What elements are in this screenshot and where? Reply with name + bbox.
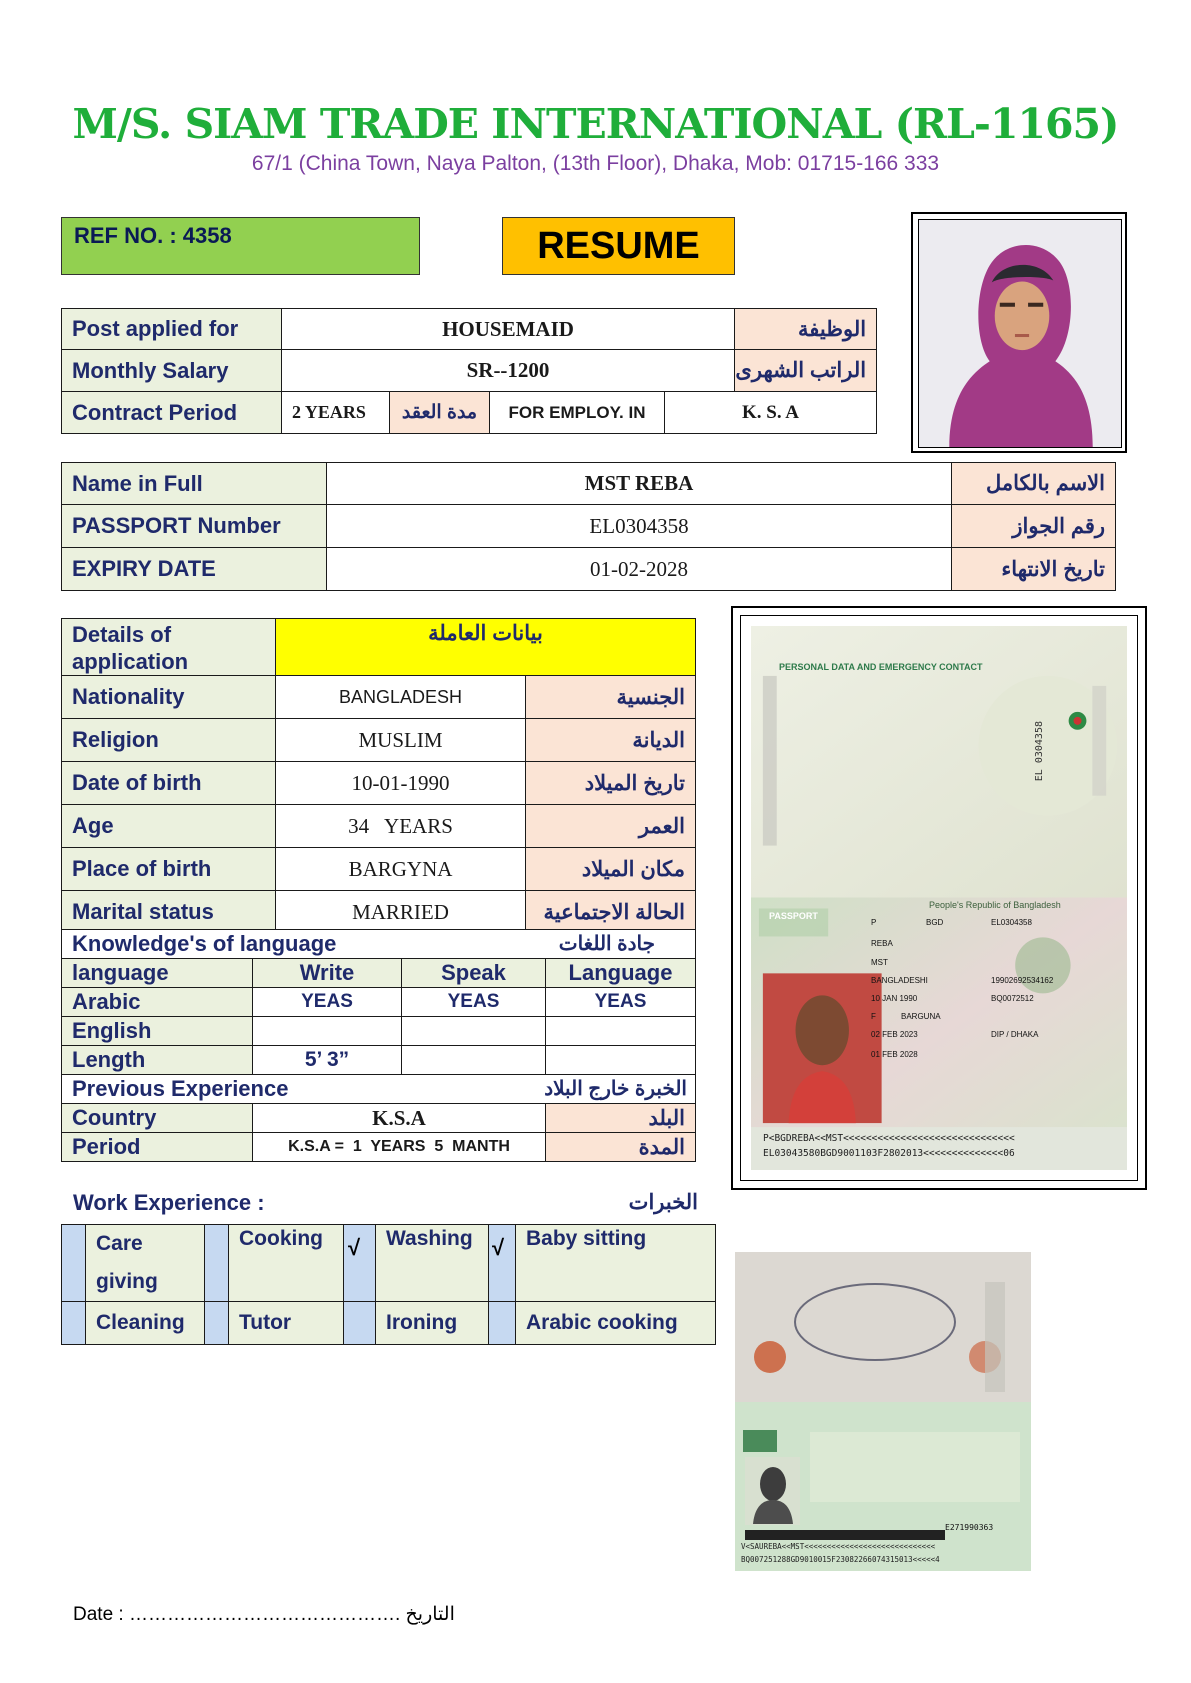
details-header-label: Details of application (62, 619, 276, 676)
nationality-label: Nationality (62, 676, 276, 719)
work-experience-title: Work Experience : (73, 1190, 265, 1215)
name-label: Name in Full (62, 463, 327, 505)
previous-experience-row (62, 1075, 696, 1104)
cleaning-label: Cleaning (86, 1302, 205, 1345)
length-empty-2 (546, 1046, 696, 1075)
arabic-cooking-checkbox (489, 1302, 516, 1345)
passport-authority: DIP / DHAKA (991, 1030, 1039, 1039)
pob-value: BARGYNA (276, 848, 526, 891)
country-value: K.S.A (253, 1104, 546, 1133)
age-label: Age (62, 805, 276, 848)
passport-scan-image (751, 626, 1127, 1170)
passport-number: EL0304358 (991, 918, 1032, 927)
passport-mrz-line-1: P<BGDREBA<<MST<<<<<<<<<<<<<<<<<<<<<<<<<<<<<< (763, 1133, 1015, 1144)
salary-label-ar: الراتب الشهرى (735, 350, 877, 392)
details-header-ar: بيانات العاملة (276, 619, 696, 676)
visa-mrz-line-1: V<SAUREBA<<MST<<<<<<<<<<<<<<<<<<<<<<<<<<<<< (741, 1542, 936, 1551)
care-checkbox (62, 1225, 86, 1302)
job-table (61, 308, 877, 434)
passport-expiry: 01 FEB 2028 (871, 1050, 918, 1059)
length-empty-1 (402, 1046, 546, 1075)
pob-label-ar: مكان الميلاد (526, 848, 696, 891)
passport-word: PASSPORT (769, 911, 818, 921)
religion-label-ar: الديانة (526, 719, 696, 762)
english-language (546, 1017, 696, 1046)
english-speak (402, 1017, 546, 1046)
post-label: Post applied for (62, 309, 282, 350)
nationality-label-ar: الجنسية (526, 676, 696, 719)
previous-experience-label: Previous Experience (72, 1076, 289, 1101)
contract-label: Contract Period (62, 392, 282, 434)
cooking-label: Cooking (229, 1225, 344, 1302)
visa-number: E271990363 (945, 1523, 994, 1532)
washing-label: Washing (376, 1225, 489, 1302)
post-label-ar: الوظيفة (735, 309, 877, 350)
length-value: 5’ 3” (253, 1046, 402, 1075)
post-value: HOUSEMAID (282, 309, 735, 350)
employ-label: FOR EMPLOY. IN (490, 392, 665, 434)
contract-label-ar: مدة العقد (390, 392, 490, 434)
salary-value: SR--1200 (282, 350, 735, 392)
previous-experience-ar: الخبرة خارج البلاد (544, 1078, 687, 1100)
ironing-label: Ironing (376, 1302, 489, 1345)
employ-value: K. S. A (665, 392, 877, 434)
nationality-value: BANGLADESH (276, 676, 526, 719)
dob-value: 10-01-1990 (276, 762, 526, 805)
care-line-2: giving (96, 1270, 158, 1293)
passport-issue: 02 FEB 2023 (871, 1030, 918, 1039)
name-value: MST REBA (327, 463, 952, 505)
passport-side-number: EL 0304358 (1034, 721, 1045, 782)
passport-label: PASSPORT Number (62, 505, 327, 548)
visa-mrz-line-2: BQ007251288GD9010015F23082266074315013<<<<<4 (741, 1555, 940, 1564)
col-language: language (62, 959, 253, 988)
passport-page-icon (751, 626, 1127, 1170)
passport-scan-frame (731, 606, 1147, 1190)
dob-label-ar: تاريخ الميلاد (526, 762, 696, 805)
details-table (61, 618, 696, 934)
baby-sitting-label: Baby sitting (516, 1225, 716, 1302)
resume-heading: RESUME (502, 217, 735, 275)
passport-personal-no: 19902692534162 (991, 976, 1054, 985)
col-write: Write (253, 959, 402, 988)
name-label-ar: الاسم بالكامل (952, 463, 1116, 505)
salary-label: Monthly Salary (62, 350, 282, 392)
marital-label-ar: الحالة الاجتماعية (526, 891, 696, 934)
language-title: Knowledge's of language (72, 931, 337, 956)
country-label: Country (62, 1104, 253, 1133)
religion-label: Religion (62, 719, 276, 762)
marital-label: Marital status (62, 891, 276, 934)
period-value: K.S.A = 1 YEARS 5 MANTH (253, 1133, 546, 1162)
work-experience-title-ar: الخبرات (628, 1191, 698, 1214)
passport-mrz-line-2: EL03043580BGD9001103F2802013<<<<<<<<<<<<<<06 (763, 1148, 1015, 1159)
language-title-ar: جادة اللغات (558, 933, 655, 955)
religion-value: MUSLIM (276, 719, 526, 762)
arabic-write: YEAS (253, 988, 402, 1017)
work-experience-table (61, 1224, 716, 1345)
passport-given-name: MST (871, 958, 888, 967)
language-table (61, 929, 696, 1162)
country-label-ar: البلد (546, 1104, 696, 1133)
arabic-language: YEAS (546, 988, 696, 1017)
passport-pob: BARGUNA (901, 1012, 941, 1021)
passport-dob: 10 JAN 1990 (871, 994, 918, 1003)
passport-code: BGD (926, 918, 944, 927)
expiry-label: EXPIRY DATE (62, 548, 327, 591)
ironing-checkbox (344, 1302, 376, 1345)
col-language2: Language (546, 959, 696, 988)
passport-label-ar: رقم الجواز (952, 505, 1116, 548)
expiry-label-ar: تاريخ الانتهاء (952, 548, 1116, 591)
english-label: English (62, 1017, 253, 1046)
period-label: Period (62, 1133, 253, 1162)
passport-value: EL0304358 (327, 505, 952, 548)
expiry-value: 01-02-2028 (327, 548, 952, 591)
cleaning-checkbox (62, 1302, 86, 1345)
passport-page-title: PERSONAL DATA AND EMERGENCY CONTACT (779, 662, 983, 672)
arabic-cooking-label: Arabic cooking (516, 1302, 716, 1345)
period-label-ar: المدة (546, 1133, 696, 1162)
washing-checkbox: √ (344, 1225, 376, 1302)
company-address: 67/1 (China Town, Naya Palton, (13th Floor), Dhaka, Mob: 01715-166 333 (251, 152, 940, 175)
identity-table (61, 462, 1116, 591)
age-value: 34 YEARS (276, 805, 526, 848)
pob-label: Place of birth (62, 848, 276, 891)
age-label-ar: العمر (526, 805, 696, 848)
arabic-speak: YEAS (402, 988, 546, 1017)
ref-number-box: REF NO. : 4358 (61, 217, 420, 275)
passport-sex: F (871, 1012, 876, 1021)
care-line-1: Care (96, 1232, 143, 1255)
cooking-checkbox (205, 1225, 229, 1302)
length-label: Length (62, 1046, 253, 1075)
applicant-portrait-icon (919, 220, 1121, 447)
marital-value: MARRIED (276, 891, 526, 934)
tutor-checkbox (205, 1302, 229, 1345)
col-speak: Speak (402, 959, 546, 988)
passport-nationality: BANGLADESHI (871, 976, 928, 985)
applicant-photo-frame (911, 212, 1127, 453)
baby-checkbox: √ (489, 1225, 516, 1302)
company-title: M/S. SIAM TRADE INTERNATIONAL (RL-1165) (72, 100, 1119, 148)
care-giving (86, 1225, 205, 1302)
date-line: Date : ……………………………………. التاريخ (73, 1604, 455, 1625)
contract-value: 2 YEARS (282, 392, 390, 434)
passport-type: P (871, 918, 877, 927)
arabic-label: Arabic (62, 988, 253, 1017)
dob-label: Date of birth (62, 762, 276, 805)
english-write (253, 1017, 402, 1046)
passport-surname: REBA (871, 939, 893, 948)
passport-scan-border (740, 615, 1138, 1181)
passport-republic: People's Republic of Bangladesh (929, 900, 1061, 910)
visa-scan-image (735, 1252, 1031, 1571)
applicant-photo (918, 219, 1122, 448)
tutor-label: Tutor (229, 1302, 344, 1345)
passport-prev-no: BQ0072512 (991, 994, 1034, 1003)
language-title-row (62, 930, 696, 959)
